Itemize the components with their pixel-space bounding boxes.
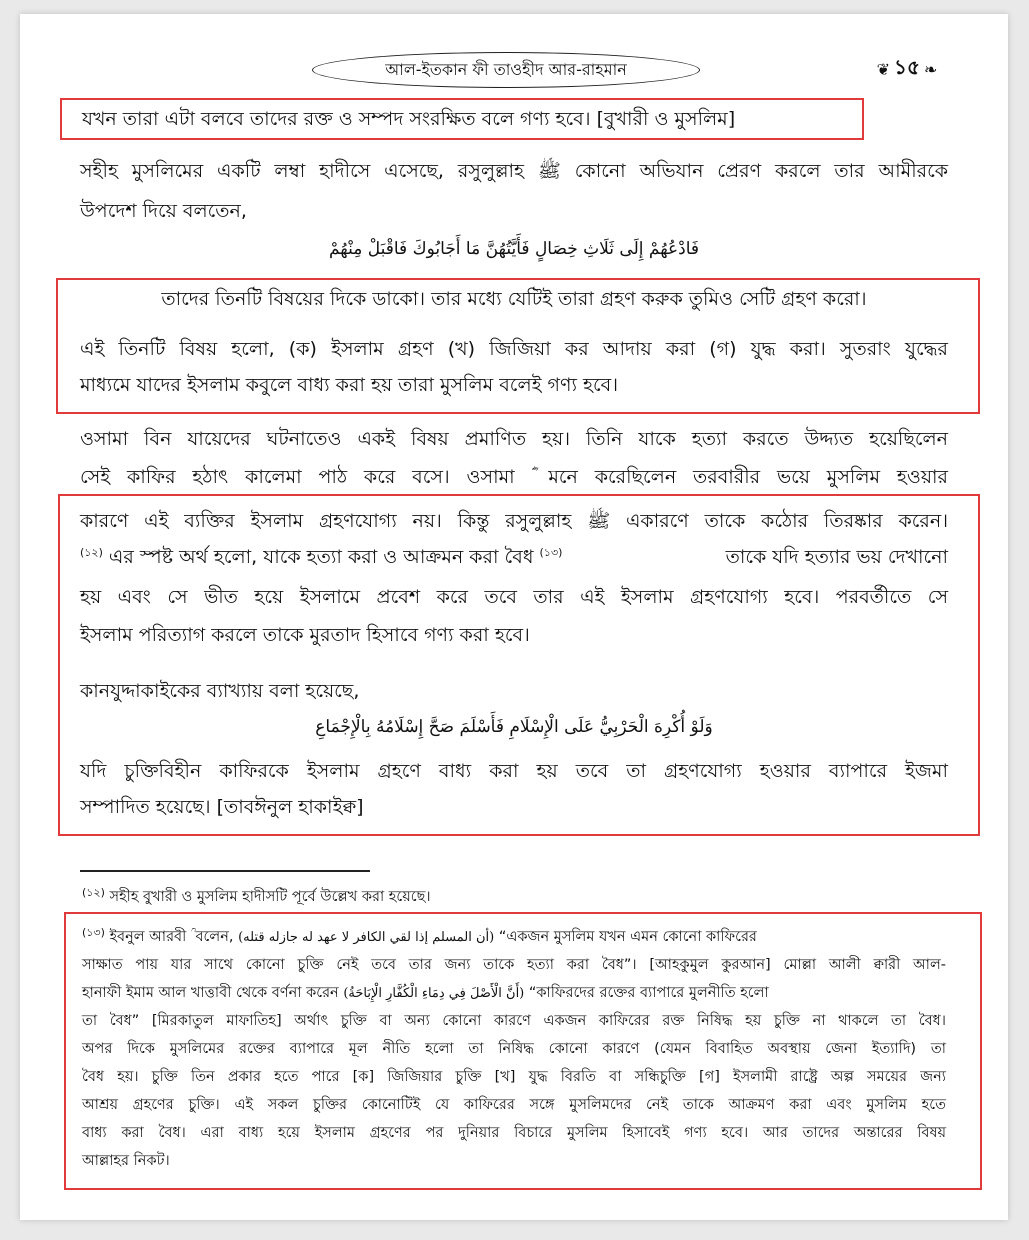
footnote-13-line-9: আল্লাহর নিকট। [82, 1153, 170, 1169]
footnote-13-line-4: তা বৈধ” [মিরকাতুল মাফাতিহ] অর্থাৎ চুক্তি বা অন্য কোনো কারণে একজন কাফিরের রক্ত নিষিদ্ধ হয় চুক্তি না থাকলে তা বৈধ। [82, 1013, 946, 1029]
fn13-arabic-1: (أن المسلم إذا لقي الكافر لا عهد له جازله قتله) [238, 930, 495, 945]
footnote-12 [82, 886, 946, 908]
footnote-13-line-5: অপর দিকে মুসলিমের রক্তের ব্যাপারে মূল নীতি হলো তা নিষিদ্ধ কোনো কারণে (যেমন বিবাহিত অবস্থায় জেনা ইত্যাদি) তা [82, 1041, 946, 1057]
body-line-1: যখন তারা এটা বলবে তাদের রক্ত ও সম্পদ সংরক্ষিত বলে গণ্য হবে। [বুখারী ও মুসলিম] [82, 108, 736, 130]
footnote-13-mark: (১৩) [82, 926, 105, 939]
body-line-11: হয় এবং সে ভীত হয়ে ইসলামে প্রবেশ করে তবে তার এই ইসলাম গ্রহণযোগ্য হবে। পরবর্তীতে সে [80, 586, 948, 608]
ornament-left-icon: ❦ [876, 59, 891, 79]
page-number-text: ১৫ [894, 54, 920, 79]
body-line-3: উপদেশ দিয়ে বলতেন, [80, 200, 247, 222]
footnote-13-line-6: বৈধ হয়। চুক্তি তিন প্রকার হতে পারে [ক] জিজিয়ার চুক্তি [খ] যুদ্ধ বিরতি বা সন্ধিচুক্তি [গ] ইসলামী রাষ্ট্রে অল্প সময়ের জন্য [82, 1069, 946, 1085]
body-line-10-text-a: এর স্পষ্ট অর্থ হলো, যাকে হত্যা করা ও আক্রমন করা বৈধ [108, 546, 534, 568]
body-line-10-text-b: তাকে যদি হত্যার ভয় দেখানো [725, 546, 948, 568]
footnote-ref-12[interactable]: (১২) [80, 546, 103, 559]
body-line-12: ইসলাম পরিত্যাগ করলে তাকে মুরতাদ হিসাবে গণ্য করা হবে। [80, 624, 530, 646]
body-line-15: সম্পাদিত হয়েছে। [তাবঈনুল হাকাইক্ব] [80, 796, 364, 818]
fn13-text-3b: “কাফিরদের রক্তের ব্যাপারে মুলনীতি হলো [528, 985, 769, 1001]
fn13-text-1a: ইবনুল আরবী ؒ বলেন, [109, 929, 234, 945]
footnote-12-text: সহীহ বুখারী ও মুসলিম হাদীসটি পূর্বে উল্লেখ করা হয়েছে। [109, 889, 431, 905]
arabic-quote-2: وَلَوْ أُكْرِهَ الْحَرْبِيُّ عَلَى الْإِسْلَامِ فَأَسْلَمَ صَحَّ إِسْلَامُهُ بِالْإِجْمَاعِ [315, 717, 713, 737]
ornament-right-icon: ❧ [923, 59, 938, 79]
footnote-13-line-2: সাক্ষাত পায় যার সাথে কোনো চুক্তি নেই তবে তার জন্য তাকে হত্যা করা বৈধ”। [আহকুমুল কুরআন] মোল্লা আলী ক্বারী আল- [82, 957, 946, 973]
footnote-13-line-3 [82, 982, 946, 1005]
body-line-10 [80, 544, 948, 570]
arabic-quote-1: فَادْعُهُمْ إِلَى ثَلَاثِ خِصَالٍ فَأَيَّتُهُنَّ مَا أَجَابُوكَ فَاقْبَلْ مِنْهُمْ [328, 239, 700, 259]
running-header-title [312, 52, 700, 88]
body-line-13: কানযুদ্দাকাইকের ব্যাখ্যায় বলা হয়েছে, [80, 680, 360, 702]
footnote-separator [80, 870, 370, 872]
body-line-4: তাদের তিনটি বিষয়ের দিকে ডাকো। তার মধ্যে যেটিই তারা গ্রহণ করুক তুমিও সেটি গ্রহণ করো। [161, 288, 867, 310]
header-title-text: আল-ইতকান ফী তাওহীদ আর-রাহমান [385, 59, 627, 79]
body-line-14: যদি চুক্তিবিহীন কাফিরকে ইসলাম গ্রহণে বাধ্য করা হয় তবে তা গ্রহণযোগ্য হওয়ার ব্যাপারে ইজমা [80, 760, 948, 782]
fn13-text-3a: হানাফী ইমাম আল খাত্তাবী থেকে বর্ণনা করেন [82, 985, 339, 1001]
body-line-5: এই তিনটি বিষয় হলো, (ক) ইসলাম গ্রহণ (খ) জিজিয়া কর আদায় করা (গ) যুদ্ধ করা। সুতরাং যুদ্ধের [80, 338, 948, 360]
document-page [20, 14, 1008, 1220]
footnote-12-mark: (১২) [82, 886, 105, 899]
body-line-7: ওসামা বিন যায়েদের ঘটনাতেও একই বিষয় প্রমাণিত হয়। তিনি যাকে হত্যা করতে উদ্দ্যত হয়েছিলেন [80, 428, 948, 450]
fn13-text-1b: “একজন মুসলিম যখন এমন কোনো কাফিরের [498, 929, 757, 945]
body-line-6: মাধ্যমে যাদের ইসলাম কবুলে বাধ্য করা হয় তারা মুসলিম বলেই গণ্য হবে। [80, 374, 618, 396]
body-line-9: কারণে এই ব্যক্তির ইসলাম গ্রহণযোগ্য নয়। কিন্তু রসুলুল্লাহ ﷺ একারণে তাকে কঠোর তিরষ্কার করেন। [80, 510, 948, 532]
footnote-13-line-8: বাধ্য করা বৈধ। এরা বাধ্য হয়ে ইসলাম গ্রহণের পর দুনিয়ার বিচারে মুসলিম হিসাবেই গণ্য হবে। আর তাদের অন্তারের বিষয় [82, 1125, 946, 1141]
body-line-2: সহীহ মুসলিমের একটি লম্বা হাদীসে এসেছে, রসুলুল্লাহ ﷺ কোনো অভিযান প্রেরণ করলে তার আমীরকে [80, 160, 949, 182]
footnote-13-line-7: আশ্রয় গ্রহণের চুক্তি। এই সকল চুক্তির কোনোটিই যে কাফিরের সঙ্গে মুসলিমদের নেই তাকে আক্রমণ করা এবং মুসলিম হতে [82, 1097, 946, 1113]
page-number [862, 54, 952, 84]
fn13-arabic-3: (أَنَّ الْأَصْلَ فِي دِمَاءِ الْكُفَّارِ الْإِبَاحَةُ) [343, 986, 525, 1001]
body-line-8: সেই কাফির হঠাৎ কালেমা পাঠ করে বসে। ওসামা ؓ মনে করেছিলেন তরবারীর ভয়ে মুসলিম হওয়ার [80, 466, 948, 488]
body-line-10-left [80, 544, 562, 570]
footnote-ref-13[interactable]: (১৩) [539, 546, 563, 559]
footnote-13-line-1 [82, 926, 946, 949]
